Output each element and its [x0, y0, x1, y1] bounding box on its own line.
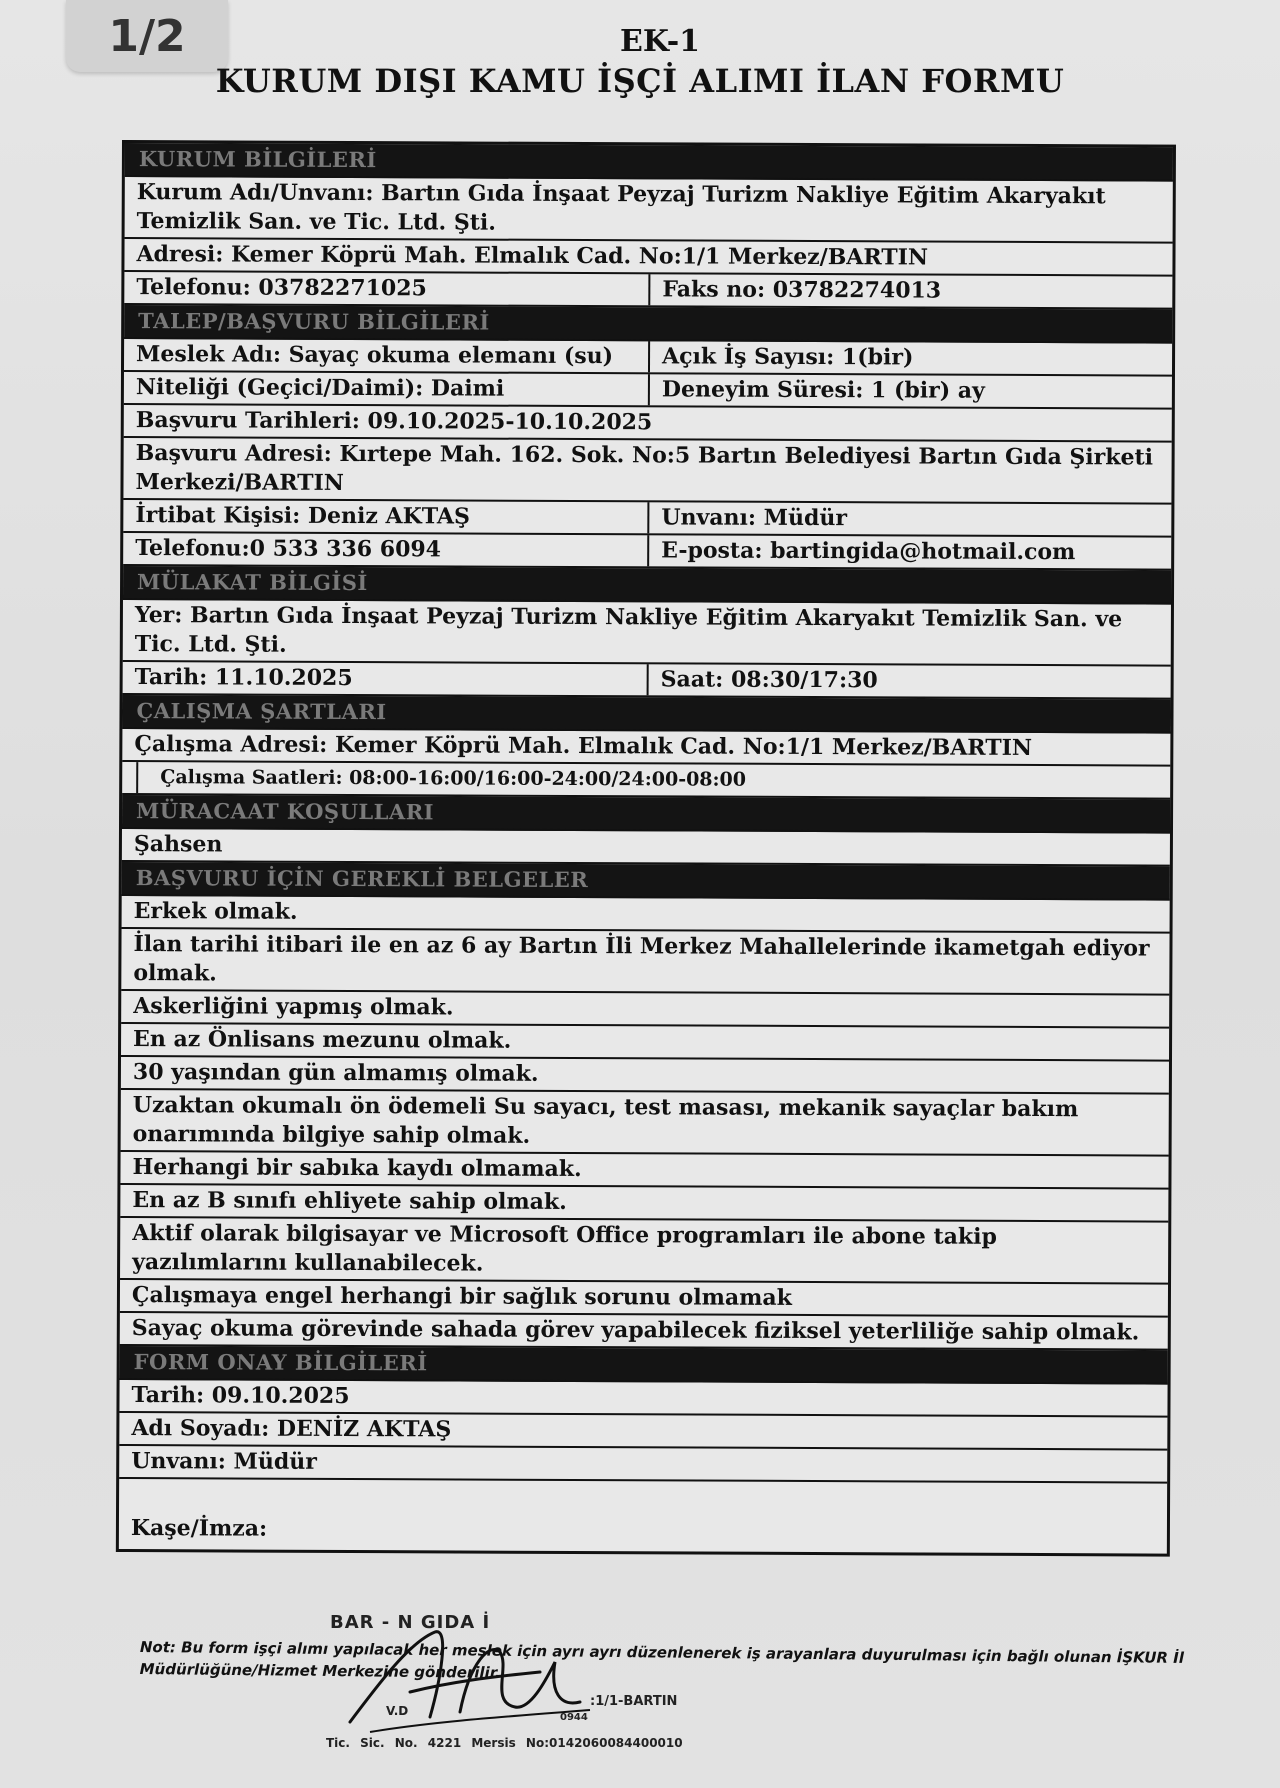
form-title: KURUM DIŞI KAMU İŞÇİ ALIMI İLAN FORMU — [215, 62, 1065, 100]
job-nature: Niteliği (Geçici/Daimi): Daimi — [135, 374, 505, 402]
requirement-item: Aktif olarak bilgisayar ve Microsoft Office programları ile abone takip yazılımlarını kullanabilecek. — [132, 1220, 997, 1277]
stamp-tax-office: V.D — [386, 1704, 409, 1718]
requirement-item: Herhangi bir sabıka kaydı olmamak. — [132, 1154, 582, 1183]
open-positions: Açık İş Sayısı: 1(bir) — [648, 341, 1172, 374]
mulakat-datetime-row — [123, 662, 1171, 700]
kurum-contact-row — [124, 272, 1172, 310]
requirement-item: En az B sınıfı ehliyete sahip olmak. — [132, 1187, 567, 1215]
requirement-item: Sayaç okuma görevinde sahada görev yapabilecek fiziksel yeterliliğe sahip olmak. — [131, 1315, 1140, 1346]
talep-row-2 — [124, 372, 1172, 410]
requirement-item: En az Önlisans mezunu olmak. — [133, 1026, 512, 1054]
section-belgeler-header: BAŞVURU İÇİN GEREKLİ BELGELER — [122, 862, 1170, 901]
section-talep-header: TALEP/BAŞVURU BİLGİLERİ — [124, 305, 1172, 344]
requirement-item: Askerliğini yapmış olmak. — [133, 993, 454, 1021]
requirement-row — [122, 896, 1170, 934]
section-calisma-header: ÇALIŞMA ŞARTLARI — [122, 695, 1170, 734]
profession: Meslek Adı: Sayaç okuma elemanı (su) — [136, 341, 614, 370]
page-indicator: 1/2 — [66, 0, 228, 72]
section-muracaat-header: MÜRACAAT KOŞULLARI — [122, 795, 1170, 834]
contact-person: İrtibat Kişisi: Deniz AKTAŞ — [135, 502, 470, 530]
stamp-registry: Tic. Sic. No. 4221 Mersis No:0142060084400010 — [326, 1736, 683, 1750]
requirement-row — [120, 1185, 1168, 1223]
application-dates: Başvuru Tarihleri: 09.10.2025-10.10.2025 — [135, 407, 653, 436]
requirement-row — [121, 929, 1169, 996]
requirement-item: Uzaktan okumalı ön ödemeli Su sayacı, test masası, mekanik sayaçlar bakım onarımında bilgiye sahip olmak. — [132, 1092, 1079, 1149]
requirement-row — [120, 1152, 1168, 1190]
requirement-row — [121, 1057, 1169, 1095]
application-address: Başvuru Adresi: Kırtepe Mah. 162. Sok. No:5 Bartın Belediyesi Bartın Gıda Şirketi Merkezi/BARTIN — [135, 440, 1154, 496]
kurum-fax: Faks no: 03782274013 — [648, 274, 1172, 307]
requirement-item: Çalışmaya engel herhangi bir sağlık sorunu olmamak — [131, 1282, 792, 1311]
footer-note: Not: Bu form işçi alımı yapılacak her meslek için ayrı ayrı düzenlenerek iş arayanlara duyurulması için bağlı olunan İŞKUR İl Müdürlüğüne/Hizmet Merkezine gönderilir. — [139, 1637, 1185, 1682]
interview-place: Yer: Bartın Gıda İnşaat Peyzaj Turizm Nakliye Eğitim Akaryakıt Temizlik San. ve Tic. Ltd. Şti. — [134, 602, 1123, 658]
requirement-row — [121, 991, 1169, 1029]
onay-name-row — [119, 1413, 1167, 1451]
stamp-signature-label: Kaşe/İmza: — [130, 1515, 268, 1542]
requirement-item: 30 yaşından gün almamış olmak. — [132, 1059, 539, 1087]
requirement-item: İlan tarihi itibari ile en az 6 ay Bartın İli Merkez Mahallelerinde ikametgah ediyor olmak. — [133, 931, 1150, 987]
onay-title-row — [119, 1446, 1167, 1484]
approver-title: Unvanı: Müdür — [131, 1448, 317, 1475]
requirement-row — [120, 1313, 1168, 1351]
requirement-row — [120, 1218, 1168, 1285]
section-onay-header: FORM ONAY BİLGİLERİ — [120, 1346, 1168, 1385]
mulakat-place-row — [123, 600, 1171, 667]
section-kurum-header: KURUM BİLGİLERİ — [125, 143, 1173, 182]
section-mulakat-header: MÜLAKAT BİLGİSİ — [123, 566, 1171, 605]
stamp-code: 0944 — [560, 1712, 588, 1723]
annex-label: EK-1 — [619, 24, 701, 59]
interview-time: Saat: 08:30/17:30 — [647, 664, 1171, 697]
muracaat-row — [122, 829, 1170, 867]
work-address: Çalışma Adresi: Kemer Köprü Mah. Elmalık Cad. No:1/1 Merkez/BARTIN — [134, 731, 1033, 761]
talep-contact-row — [123, 500, 1171, 538]
contact-phone: Telefonu:0 533 336 6094 — [135, 535, 442, 563]
stamp-company-name: BAR - N GIDA İ — [330, 1612, 491, 1633]
approval-date: Tarih: 09.10.2025 — [131, 1382, 350, 1410]
onay-stamp-row — [119, 1479, 1167, 1554]
talep-address-row — [123, 438, 1171, 505]
requirement-row — [120, 1280, 1168, 1318]
calisma-address-row — [122, 729, 1170, 767]
onay-date-row — [119, 1380, 1167, 1418]
kurum-name: Kurum Adı/Unvanı: Bartın Gıda İnşaat Peyzaj Turizm Nakliye Eğitim Akaryakıt Temizlik San. ve Tic. Ltd. Şti. — [136, 179, 1106, 236]
kurum-address-row — [124, 239, 1172, 277]
kurum-name-row — [125, 177, 1173, 244]
application-method: Şahsen — [133, 831, 223, 858]
requirement-row — [121, 1024, 1169, 1062]
calisma-hours-row — [122, 762, 1170, 800]
talep-dates-row — [124, 405, 1172, 443]
stamp-address: :1/1-BARTIN — [590, 1694, 678, 1709]
experience: Deneyim Süresi: 1 (bir) ay — [648, 374, 1172, 407]
announcement-form — [116, 140, 1176, 1557]
contact-title: Unvanı: Müdür — [647, 502, 1171, 535]
kurum-address: Adresi: Kemer Köprü Mah. Elmalık Cad. No:1/1 Merkez/BARTIN — [136, 241, 929, 271]
requirement-row — [121, 1090, 1169, 1157]
interview-date: Tarih: 11.10.2025 — [134, 664, 353, 692]
talep-contact-row-2 — [123, 533, 1171, 571]
contact-email: E-posta: bartingida@hotmail.com — [647, 535, 1171, 568]
talep-row-1 — [124, 339, 1172, 377]
requirement-item: Erkek olmak. — [133, 898, 298, 925]
work-hours: Çalışma Saatleri: 08:00-16:00/16:00-24:00/24:00-08:00 — [136, 762, 1170, 798]
approver-name: Adı Soyadı: DENİZ AKTAŞ — [131, 1415, 452, 1443]
kurum-phone: Telefonu: 03782271025 — [136, 274, 427, 302]
